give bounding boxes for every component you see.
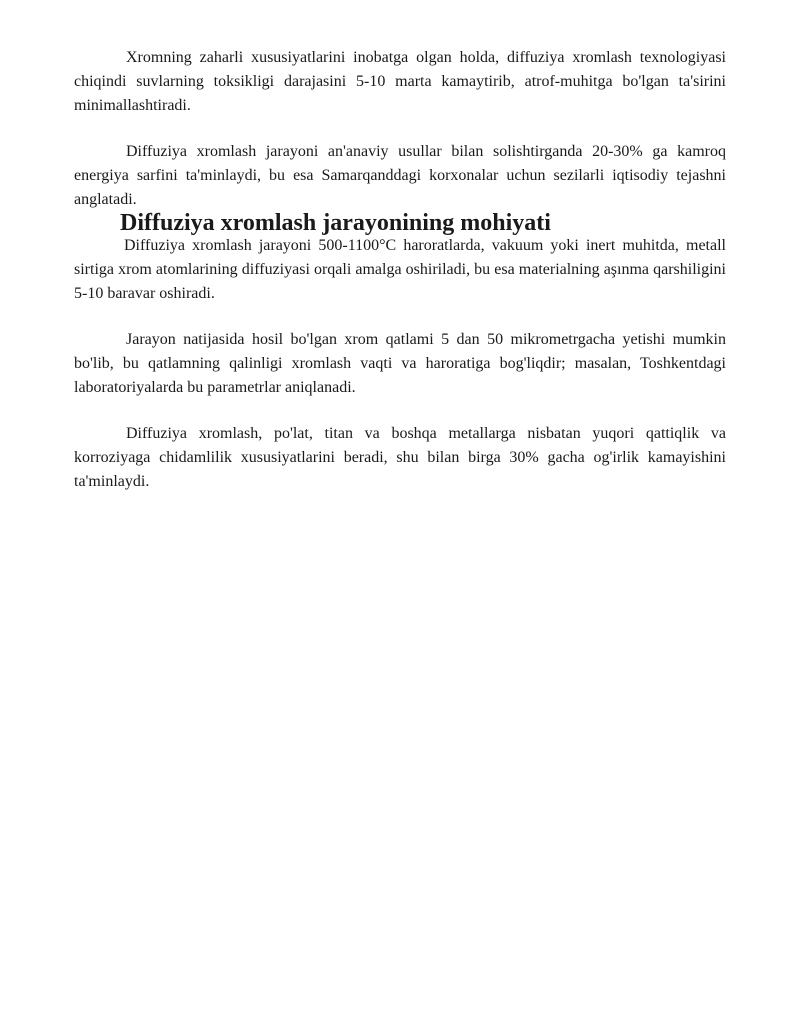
paragraph-properties: Diffuziya xromlash, po'lat, titan va boshqa metallarga nisbatan yuqori qattiqlik va korroziyaga chidamlilik xususiyatlarini beradi, shu bilan birga 30% gacha og'irlik kamayishini ta'minlaydi. <box>74 425 726 490</box>
paragraph-layer-thickness: Jarayon natijasida hosil bo'lgan xrom qatlami 5 dan 50 mikrometrgacha yetishi mumkin bo'lib, bu qatlamning qalinligi xromlash vaqti va haroratiga bog'liqdir; masalan, Toshkentdagi laboratoriyalarda bu parametrlar aniqlanadi. <box>74 331 726 396</box>
paragraph-energy: Diffuziya xromlash jarayoni an'anaviy usullar bilan solishtirganda 20-30% ga kamroq energiya sarfini ta'minlaydi, bu esa Samarqanddagi korxonalar uchun sezilarli iqtisodiy tejashni anglatadi. <box>74 143 726 208</box>
paragraph-process: Diffuziya xromlash jarayoni 500-1100°C haroratlarda, vakuum yoki inert muhitda, metall sirtiga xrom atomlarining diffuziyasi orqali amalga oshiriladi, bu esa materialning aşınma qarshiligini 5-10 baravar oshiradi. <box>74 237 726 302</box>
document-page <box>74 46 726 494</box>
section-heading: Diffuziya xromlash jarayonining mohiyati <box>120 210 551 236</box>
paragraph-toxicity: Xromning zaharli xususiyatlarini inobatga olgan holda, diffuziya xromlash texnologiyasi chiqindi suvlarning toksikligi darajasini 5-10 marta kamaytirib, atrof-muhitga bo'lgan ta'sirini minimallashtiradi. <box>74 49 726 114</box>
